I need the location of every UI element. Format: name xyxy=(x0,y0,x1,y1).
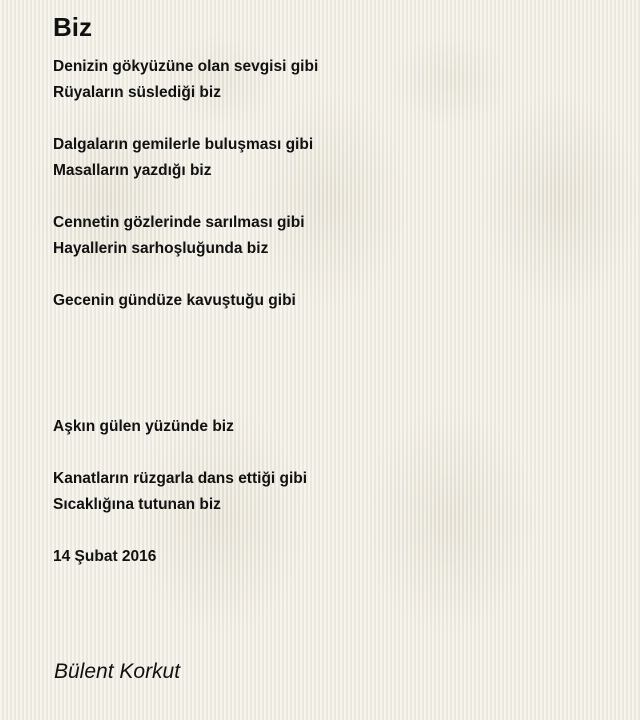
poem-body xyxy=(53,54,613,570)
stanza-break xyxy=(53,184,613,210)
poem-line: Masalların yazdığı biz xyxy=(53,162,212,179)
poem-line: Dalgaların gemilerle buluşması gibi xyxy=(53,136,314,153)
poem-date: 14 Şubat 2016 xyxy=(53,548,157,565)
stanza-break xyxy=(53,262,613,288)
poem-line: Gecenin gündüze kavuştuğu gibi xyxy=(53,292,296,309)
poem-line: Cennetin gözlerinde sarılması gibi xyxy=(53,214,305,231)
poem-line: Kanatların rüzgarla dans ettiği gibi xyxy=(53,470,308,487)
poem-author: Bülent Korkut xyxy=(54,660,181,683)
poem-line: Aşkın gülen yüzünde biz xyxy=(53,418,234,435)
poem-line: Denizin gökyüzüne olan sevgisi gibi xyxy=(53,58,319,75)
poem-line: Rüyaların süslediği biz xyxy=(53,84,221,101)
poem-title: Biz xyxy=(53,12,92,42)
stanza-break xyxy=(53,440,613,466)
stanza-break xyxy=(53,314,613,414)
poem-line: Sıcaklığına tutunan biz xyxy=(53,496,221,513)
stanza-break xyxy=(53,518,613,544)
poem-line: Hayallerin sarhoşluğunda biz xyxy=(53,240,269,257)
stanza-break xyxy=(53,106,613,132)
